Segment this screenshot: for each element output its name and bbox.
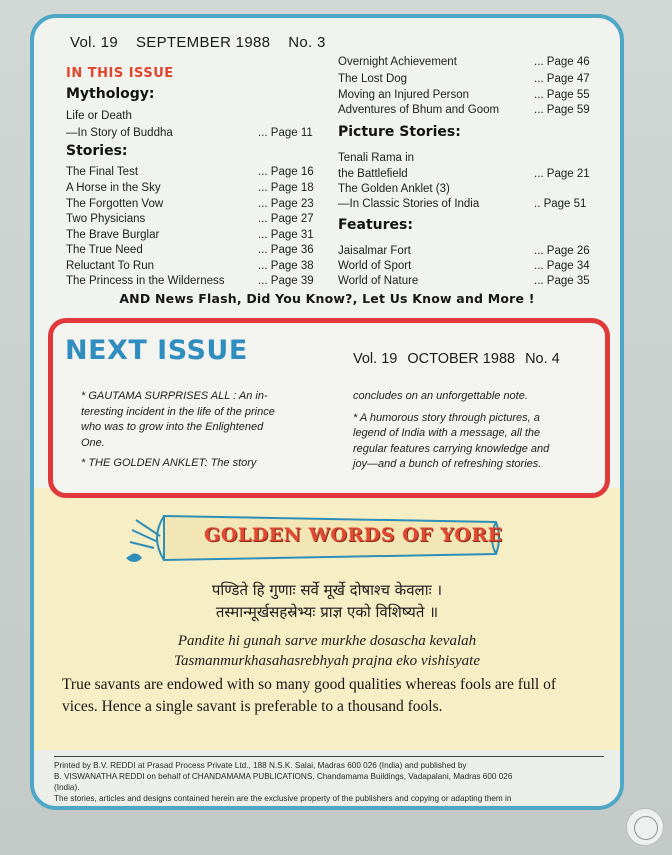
imprint-line: B. VISWANATHA REDDI on behalf of CHANDAMAMA PUBLICATIONS, Chandamama Buildings, Vadapalani, Madras 600 026	[54, 772, 513, 781]
item-title: Overnight Achievement	[338, 56, 457, 68]
item-page: ... Page 34	[534, 260, 590, 272]
next-issue-box	[48, 318, 610, 498]
text-line: teresting incident in the life of the prince	[81, 405, 275, 418]
sanskrit-verse-line-2: तस्मान्मूर्खसहस्रेभ्यः प्राज्ञ एको विशिष्यते ॥	[215, 603, 439, 621]
item-page: ... Page 21	[534, 168, 590, 180]
next-issue-title: NEXT ISSUE	[65, 335, 248, 366]
text-line: joy—and a bunch of refreshing stories.	[353, 458, 542, 470]
translation-line: True savants are endowed with so many good qualities whereas fools are full of	[62, 676, 557, 693]
item-title: Life or Death	[66, 110, 132, 122]
item-page: ... Page 26	[534, 245, 590, 257]
translation-line: vices. Hence a single savant is preferable to a thousand fools.	[62, 698, 443, 715]
item-title: World of Nature	[338, 275, 419, 287]
text-line: regular features carrying knowledge and	[353, 442, 550, 455]
item-page: ... Page 38	[258, 260, 314, 272]
and-more-line: AND News Flash, Did You Know?, Let Us Know and More !	[119, 291, 535, 306]
footer-divider	[54, 756, 604, 757]
transliteration-line-2: Tasmanmurkhasahasrebhyah prajna eko vishisyate	[174, 653, 480, 669]
item-title: —In Classic Stories of India	[338, 198, 480, 210]
copyright-line: The stories, articles and designs contained herein are the exclusive property of the publishers and copying or adapting them in	[54, 794, 512, 803]
watermark-logo-icon	[626, 808, 664, 846]
item-page: ... Page 16	[258, 166, 314, 178]
stories-heading: Stories:	[66, 143, 128, 159]
imprint-line: Printed by B.V. REDDI at Prasad Process Private Ltd., 188 N.S.K. Salai, Madras 600 026 (India) and published by	[54, 761, 467, 770]
item-page: ... Page 31	[258, 229, 314, 241]
item-title: A Horse in the Sky	[66, 182, 161, 194]
imprint-text	[54, 760, 609, 810]
next-issue-volume-line	[353, 351, 570, 367]
item-page: .. Page 51	[534, 198, 587, 210]
contents-left-column	[66, 18, 336, 318]
item-title: Reluctant To Run	[66, 260, 155, 272]
contents-frame	[30, 14, 624, 810]
in-this-issue-heading: IN THIS ISSUE	[66, 66, 174, 81]
item-title: The Forgotten Vow	[66, 198, 164, 210]
item-title: World of Sport	[338, 260, 412, 272]
volume-label: Vol. 19	[70, 34, 118, 51]
item-title: The Lost Dog	[338, 73, 408, 85]
text-line: who was to grow into the Enlightened	[81, 421, 264, 433]
item-page: ... Page 36	[258, 244, 314, 256]
next-issue-right-text	[353, 389, 603, 473]
item-page: ... Page 27	[258, 213, 314, 225]
next-issue-left-text	[81, 389, 331, 472]
item-page: ... Page 11	[258, 127, 313, 139]
verse-translation	[62, 674, 607, 718]
item-page: ... Page 47	[534, 73, 590, 85]
features-heading: Features:	[338, 217, 413, 233]
sanskrit-verse-line-1: पण्डिते हि गुणाः सर्वे मूर्खे दोषाश्च केवलाः ।	[211, 581, 443, 599]
text-line: legend of India with a message, all the	[353, 427, 541, 439]
copyright-line: any manner will be dealt with according to law.	[54, 805, 223, 810]
text-line: concludes on an unforgettable note.	[353, 390, 528, 402]
item-page: ... Page 23	[258, 198, 314, 210]
text-line: * A humorous story through pictures, a	[353, 411, 540, 424]
next-volume-label: Vol. 19	[353, 351, 398, 367]
picture-stories-heading: Picture Stories:	[338, 124, 461, 140]
next-number-label: No. 4	[525, 351, 560, 367]
imprint-line: (India).	[54, 783, 80, 792]
item-title: The Golden Anklet (3)	[338, 183, 450, 195]
item-title: Tenali Rama in	[338, 152, 415, 164]
item-title: Adventures of Bhum and Goom	[338, 104, 500, 116]
text-line: * GAUTAMA SURPRISES ALL : An in-	[81, 390, 268, 402]
next-month-year-label: OCTOBER 1988	[407, 351, 516, 367]
item-page: ... Page 59	[534, 104, 590, 116]
number-label: No. 3	[288, 34, 326, 51]
item-title: —In Story of Buddha	[66, 127, 173, 139]
item-title: The True Need	[66, 244, 143, 256]
month-year-label: SEPTEMBER 1988	[135, 34, 271, 51]
item-title: Jaisalmar Fort	[338, 245, 411, 257]
item-title: The Brave Burglar	[66, 229, 160, 241]
item-title: Two Physicians	[66, 213, 146, 225]
text-line: One.	[81, 436, 105, 449]
item-title: The Princess in the Wilderness	[66, 275, 225, 287]
item-page: ... Page 35	[534, 275, 590, 287]
transliteration-line-1: Pandite hi gunah sarve murkhe dosascha kevalah	[177, 633, 477, 649]
item-page: ... Page 18	[258, 182, 314, 194]
contents-right-column	[338, 18, 618, 318]
item-title: Moving an Injured Person	[338, 89, 470, 101]
item-page: ... Page 46	[534, 56, 590, 68]
item-title: The Final Test	[66, 166, 139, 178]
golden-words-title: GOLDEN WORDS OF YORE	[204, 524, 503, 546]
item-page: ... Page 39	[258, 275, 314, 287]
text-line: * THE GOLDEN ANKLET: The story	[81, 457, 257, 469]
mythology-heading: Mythology:	[66, 86, 155, 102]
item-page: ... Page 55	[534, 89, 590, 101]
item-title: the Battlefield	[338, 168, 408, 180]
